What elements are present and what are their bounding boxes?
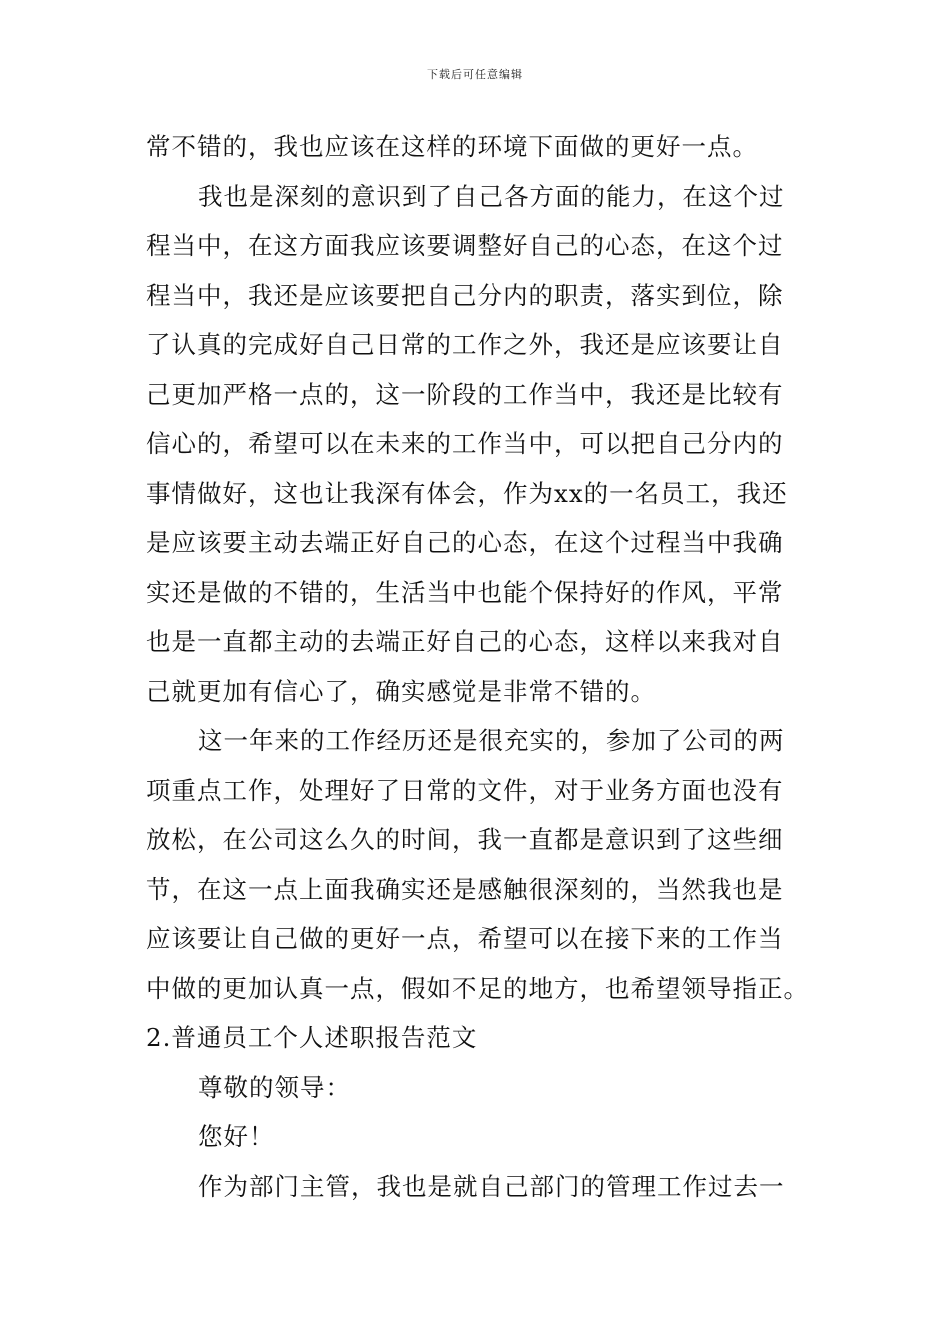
section-heading: 2.普通员工个人述职报告范文	[146, 1023, 478, 1052]
text-line: 常不错的，我也应该在这样的环境下面做的更好一点。	[146, 132, 758, 161]
text-line: 己就更加有信心了，确实感觉是非常不错的。	[146, 676, 656, 706]
text-line: 应该要让自己做的更好一点，希望可以在接下来的工作当	[146, 924, 784, 953]
text-line: 节，在这一点上面我确实还是感触很深刻的，当然我也是	[146, 874, 784, 904]
text-line: 程当中，在这方面我应该要调整好自己的心态，在这个过	[146, 231, 784, 260]
text-line: 程当中，我还是应该要把自己分内的职责，落实到位，除	[146, 280, 784, 310]
text-line: 信心的，希望可以在未来的工作当中，可以把自己分内的	[146, 429, 784, 458]
text-line: 了认真的完成好自己日常的工作之外，我还是应该要让自	[146, 330, 784, 359]
text-line: 也是一直都主动的去端正好自己的心态，这样以来我对自	[146, 627, 784, 656]
text-line: 事情做好，这也让我深有体会，作为xx的一名员工，我还	[146, 478, 788, 508]
text-line: 作为部门主管，我也是就自己部门的管理工作过去一	[198, 1171, 785, 1201]
text-line: 项重点工作，处理好了日常的文件，对于业务方面也没有	[146, 775, 784, 805]
page-header: 下载后可任意编辑	[427, 68, 523, 81]
text-line: 实还是做的不错的，生活当中也能个保持好的作风，平常	[146, 577, 784, 607]
text-line: 是应该要主动去端正好自己的心态，在这个过程当中我确	[146, 528, 784, 557]
text-line: 我也是深刻的意识到了自己各方面的能力，在这个过	[198, 181, 785, 211]
text-line: 这一年来的工作经历还是很充实的，参加了公司的两	[198, 726, 785, 755]
text-line: 放松，在公司这么久的时间，我一直都是意识到了这些细	[146, 825, 784, 854]
greeting: 您好！	[198, 1122, 275, 1151]
document-body	[146, 122, 808, 1211]
salutation: 尊敬的领导：	[198, 1072, 351, 1102]
text-line: 己更加严格一点的，这一阶段的工作当中，我还是比较有	[146, 379, 784, 409]
text-line: 中做的更加认真一点，假如不足的地方，也希望领导指正。	[146, 973, 809, 1003]
